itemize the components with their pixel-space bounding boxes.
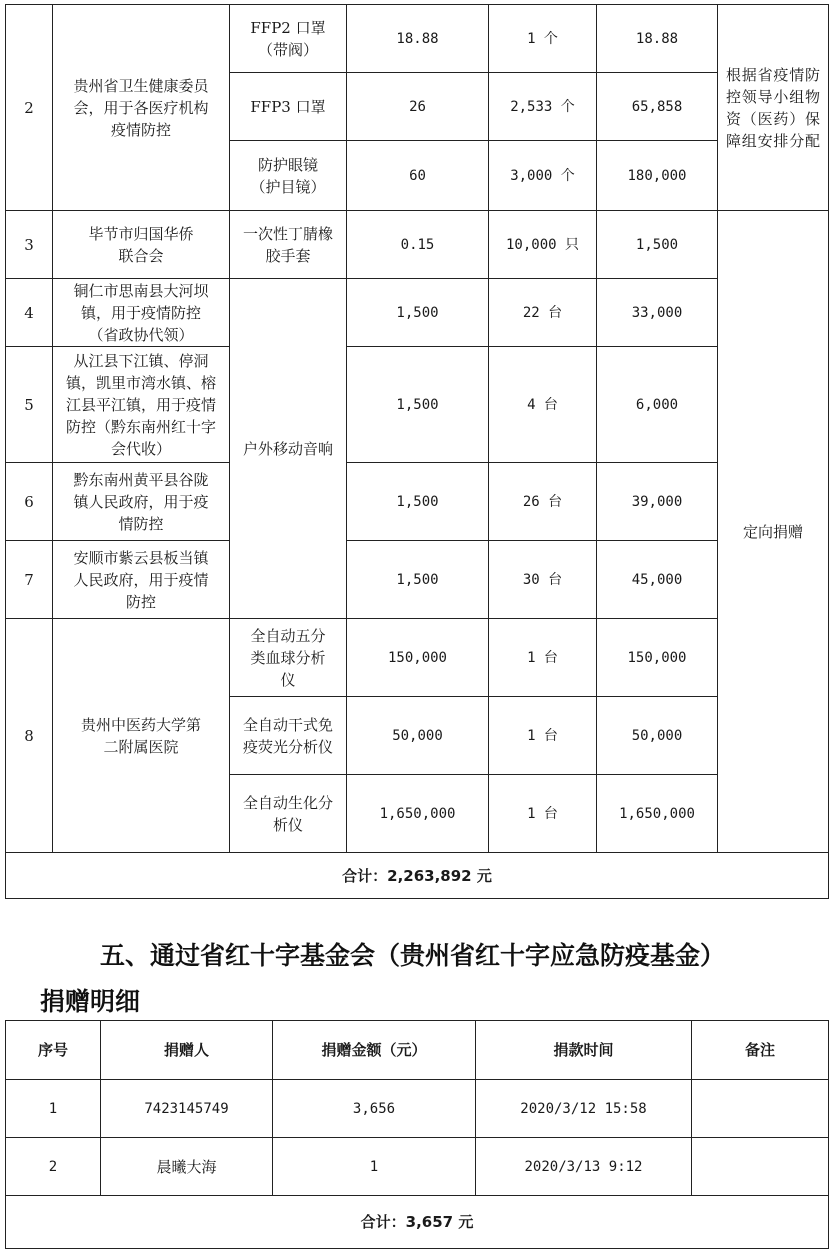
quantity: 1 台: [489, 697, 597, 775]
unit-price: 1,500: [347, 541, 489, 619]
row-number: 1: [6, 1080, 101, 1138]
table-row: [6, 279, 829, 347]
amount: 65,858: [597, 73, 718, 141]
donee-cell: 从江县下江镇、停洞镇，凯里市湾水镇、榕江县平江镇，用于疫情防控（黔东南州红十字会代收）: [53, 347, 230, 463]
amount: 180,000: [597, 141, 718, 211]
unit-price: 60: [347, 141, 489, 211]
quantity: 30 台: [489, 541, 597, 619]
remark: [692, 1080, 829, 1138]
donation-amount: 1: [273, 1138, 476, 1196]
item-name: FFP2 口罩（带阀）: [230, 5, 347, 73]
row-number: 2: [6, 1138, 101, 1196]
unit-price: 1,500: [347, 279, 489, 347]
amount: 39,000: [597, 463, 718, 541]
table-total: 合计：2,263,892 元: [6, 853, 829, 899]
unit-price: 1,650,000: [347, 775, 489, 853]
item-name: FFP3 口罩: [230, 73, 347, 141]
amount: 150,000: [597, 619, 718, 697]
donee-cell: 安顺市紫云县板当镇人民政府，用于疫情防控: [53, 541, 230, 619]
note-cell: 根据省疫情防控领导小组物资（医药）保障组安排分配: [718, 5, 829, 211]
header-row: [6, 1021, 829, 1080]
table-row: [6, 1138, 829, 1196]
table-row: [6, 5, 829, 73]
row-number: 8: [6, 619, 53, 853]
unit-price: 50,000: [347, 697, 489, 775]
amount: 1,500: [597, 211, 718, 279]
quantity: 1 个: [489, 5, 597, 73]
quantity: 10,000 只: [489, 211, 597, 279]
row-number: 2: [6, 5, 53, 211]
table-row: [6, 619, 829, 697]
donee-cell: 贵州中医药大学第二附属医院: [53, 619, 230, 853]
amount: 6,000: [597, 347, 718, 463]
column-header: 捐款时间: [476, 1021, 692, 1080]
donation-time: 2020/3/12 15:58: [476, 1080, 692, 1138]
amount: 18.88: [597, 5, 718, 73]
quantity: 4 台: [489, 347, 597, 463]
table-row: [6, 347, 829, 463]
remark: [692, 1138, 829, 1196]
unit-price: 18.88: [347, 5, 489, 73]
item-name: 一次性丁腈橡胶手套: [230, 211, 347, 279]
unit-price: 1,500: [347, 347, 489, 463]
cash-donation-table: [5, 1020, 829, 1249]
donee-cell: 贵州省卫生健康委员会，用于各医疗机构疫情防控: [53, 5, 230, 211]
column-header: 备注: [692, 1021, 829, 1080]
column-header: 捐赠金额（元）: [273, 1021, 476, 1080]
donor: 7423145749: [101, 1080, 273, 1138]
donee-cell: 毕节市归国华侨联合会: [53, 211, 230, 279]
section-heading: 五、通过省红十字基金会（贵州省红十字应急防疫基金）: [100, 941, 726, 970]
table-row: [6, 1080, 829, 1138]
unit-price: 150,000: [347, 619, 489, 697]
section-heading-continued: 捐赠明细: [40, 987, 141, 1016]
donor: 晨曦大海: [101, 1138, 273, 1196]
quantity: 3,000 个: [489, 141, 597, 211]
row-number: 3: [6, 211, 53, 279]
donation-time: 2020/3/13 9:12: [476, 1138, 692, 1196]
amount: 45,000: [597, 541, 718, 619]
table-row: [6, 211, 829, 279]
column-header: 捐赠人: [101, 1021, 273, 1080]
row-number: 7: [6, 541, 53, 619]
unit-price: 26: [347, 73, 489, 141]
total-row: [6, 1196, 829, 1249]
material-donation-table: [5, 4, 829, 899]
item-name: 全自动五分类血球分析仪: [230, 619, 347, 697]
quantity: 1 台: [489, 775, 597, 853]
amount: 1,650,000: [597, 775, 718, 853]
item-name: 户外移动音响: [230, 279, 347, 619]
row-number: 5: [6, 347, 53, 463]
unit-price: 1,500: [347, 463, 489, 541]
quantity: 22 台: [489, 279, 597, 347]
note-cell: 定向捐赠: [718, 211, 829, 853]
table-row: [6, 463, 829, 541]
unit-price: 0.15: [347, 211, 489, 279]
table-total: 合计：3,657 元: [6, 1196, 829, 1249]
total-row: [6, 853, 829, 899]
row-number: 6: [6, 463, 53, 541]
donee-cell: 黔东南州黄平县谷陇镇人民政府，用于疫情防控: [53, 463, 230, 541]
donation-amount: 3,656: [273, 1080, 476, 1138]
item-name: 防护眼镜（护目镜）: [230, 141, 347, 211]
donee-cell: 铜仁市思南县大河坝镇，用于疫情防控（省政协代领）: [53, 279, 230, 347]
amount: 33,000: [597, 279, 718, 347]
column-header: 序号: [6, 1021, 101, 1080]
amount: 50,000: [597, 697, 718, 775]
quantity: 1 台: [489, 619, 597, 697]
table-row: [6, 541, 829, 619]
item-name: 全自动生化分析仪: [230, 775, 347, 853]
row-number: 4: [6, 279, 53, 347]
quantity: 2,533 个: [489, 73, 597, 141]
item-name: 全自动干式免疫荧光分析仪: [230, 697, 347, 775]
quantity: 26 台: [489, 463, 597, 541]
